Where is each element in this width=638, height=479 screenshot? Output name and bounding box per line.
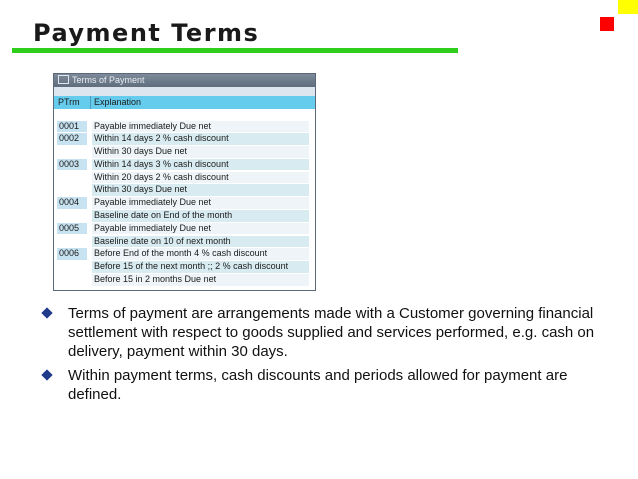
payment-term-code[interactable]: 0006 bbox=[57, 248, 87, 260]
payment-term-explanation: Within 30 days Due net bbox=[92, 146, 309, 158]
corner-yellow-square bbox=[618, 0, 638, 14]
bullet-text: Terms of payment are arrangements made with a Customer governing financial settlement with respect to goods supplied and services performed, e.g. cash on delivery, payment within 30 days. bbox=[68, 305, 595, 360]
window-title: Terms of Payment bbox=[72, 75, 145, 85]
payment-term-code[interactable] bbox=[57, 274, 87, 286]
payment-term-explanation: Before End of the month 4 % cash discount bbox=[92, 248, 309, 260]
payment-term-explanation: Within 20 days 2 % cash discount bbox=[92, 172, 309, 184]
payment-term-code[interactable] bbox=[57, 261, 87, 273]
table-row[interactable] bbox=[54, 222, 315, 235]
bullet-list bbox=[38, 304, 598, 409]
payment-term-explanation: Before 15 of the next month ;; 2 % cash discount bbox=[92, 261, 309, 273]
payment-term-explanation: Before 15 in 2 months Due net bbox=[92, 274, 309, 286]
payment-term-code[interactable] bbox=[57, 146, 87, 158]
table-row[interactable] bbox=[54, 235, 315, 248]
payment-term-explanation: Payable immediately Due net bbox=[92, 223, 309, 235]
diamond-bullet-icon bbox=[41, 307, 52, 318]
payment-term-explanation: Within 14 days 2 % cash discount bbox=[92, 133, 309, 145]
payment-term-explanation: Payable immediately Due net bbox=[92, 197, 309, 209]
table-row[interactable] bbox=[54, 197, 315, 210]
payment-term-explanation: Baseline date on 10 of next month bbox=[92, 236, 309, 248]
table-row[interactable] bbox=[54, 184, 315, 197]
table-row[interactable] bbox=[54, 210, 315, 223]
table-row[interactable] bbox=[54, 248, 315, 261]
table-row[interactable] bbox=[54, 146, 315, 159]
corner-red-square bbox=[600, 17, 614, 31]
title-underline bbox=[12, 48, 458, 53]
table-row[interactable] bbox=[54, 171, 315, 184]
payment-term-code[interactable]: 0003 bbox=[57, 159, 87, 171]
payment-term-code[interactable] bbox=[57, 210, 87, 222]
payment-term-code[interactable]: 0002 bbox=[57, 133, 87, 145]
table-row[interactable] bbox=[54, 120, 315, 133]
payment-term-explanation: Payable immediately Due net bbox=[92, 121, 309, 133]
terms-table-body bbox=[54, 120, 315, 286]
bullet-item bbox=[38, 366, 598, 404]
window-toolbar-strip bbox=[54, 87, 315, 96]
diamond-bullet-icon bbox=[41, 369, 52, 380]
table-header bbox=[54, 96, 315, 109]
payment-term-code[interactable]: 0001 bbox=[57, 121, 87, 133]
window-icon bbox=[58, 75, 69, 84]
column-header-explanation[interactable]: Explanation bbox=[94, 97, 142, 107]
payment-term-explanation: Within 30 days Due net bbox=[92, 184, 309, 196]
table-row[interactable] bbox=[54, 261, 315, 274]
column-divider bbox=[90, 96, 91, 109]
payment-term-code[interactable] bbox=[57, 184, 87, 196]
terms-of-payment-window bbox=[53, 73, 316, 291]
payment-term-code[interactable]: 0004 bbox=[57, 197, 87, 209]
slide-title: Payment Terms bbox=[33, 19, 260, 47]
bullet-text: Within payment terms, cash discounts and periods allowed for payment are defined. bbox=[68, 367, 568, 403]
payment-term-explanation: Baseline date on End of the month bbox=[92, 210, 309, 222]
table-row[interactable] bbox=[54, 274, 315, 287]
column-header-ptrm[interactable]: PTrm bbox=[58, 97, 80, 107]
payment-term-code[interactable]: 0005 bbox=[57, 223, 87, 235]
table-row[interactable] bbox=[54, 158, 315, 171]
payment-term-code[interactable] bbox=[57, 236, 87, 248]
window-titlebar[interactable] bbox=[54, 74, 315, 87]
payment-term-explanation: Within 14 days 3 % cash discount bbox=[92, 159, 309, 171]
table-row[interactable] bbox=[54, 133, 315, 146]
payment-term-code[interactable] bbox=[57, 172, 87, 184]
bullet-item bbox=[38, 304, 598, 361]
